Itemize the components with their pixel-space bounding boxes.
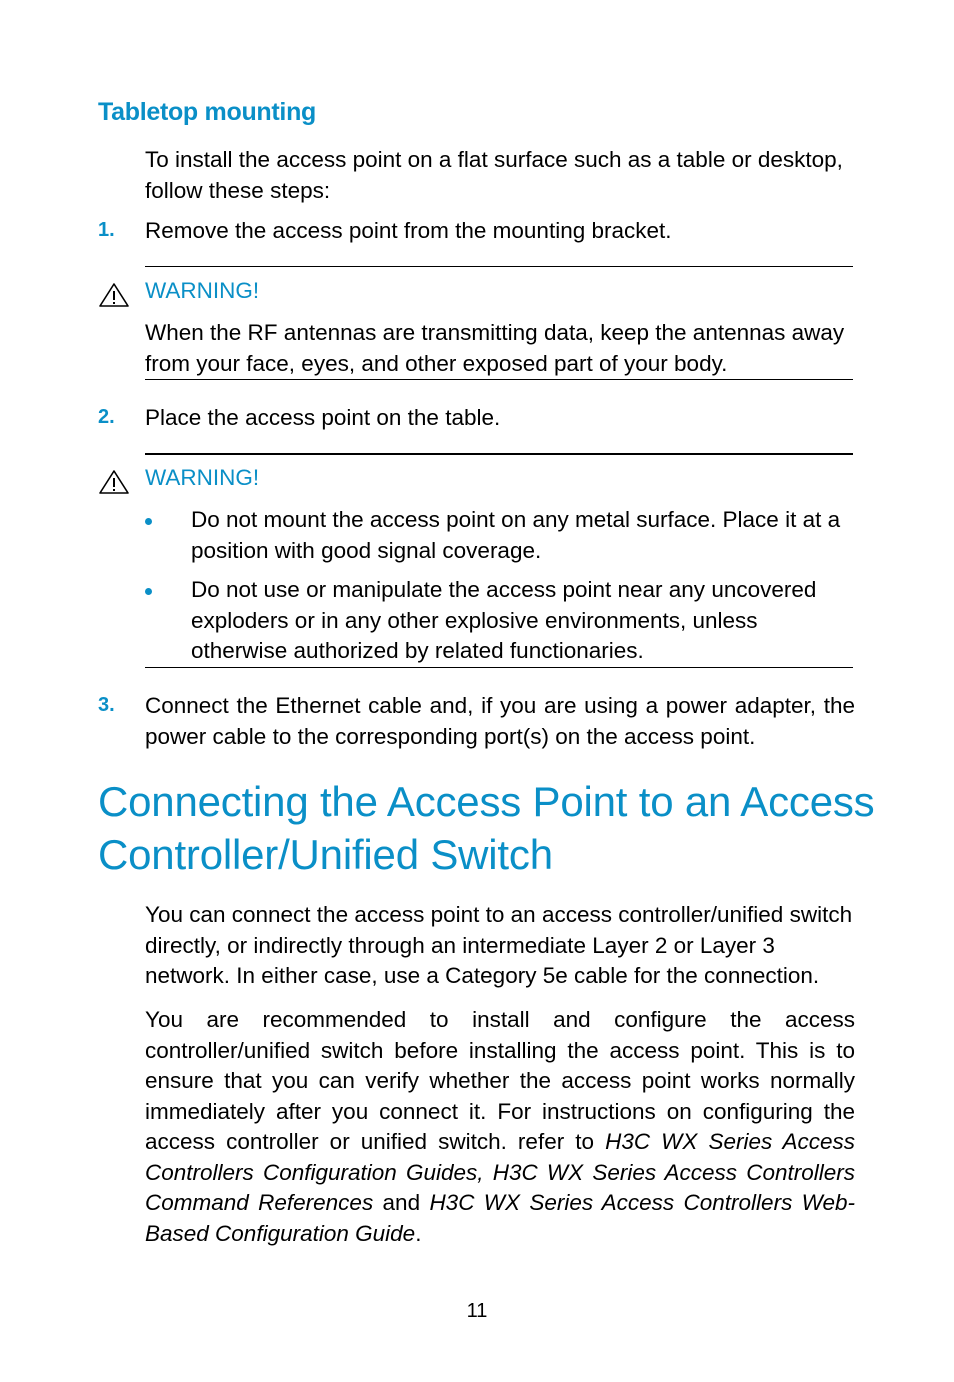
- warning-label: WARNING!: [145, 465, 260, 490]
- sentence-end: .: [415, 1220, 422, 1246]
- chapter-heading: Connecting the Access Point to an Access Controller/Unified Switch: [98, 778, 875, 878]
- conjunction: and: [373, 1190, 430, 1215]
- warning-text: When the RF antennas are transmitting data, keep the antennas away from your face, eyes, and other exposed part of your body.: [145, 320, 845, 376]
- step-number: 2.: [98, 406, 115, 428]
- warning-top-rule: [145, 453, 853, 455]
- bullet-dot-icon: [145, 588, 152, 595]
- warning-bullet-text: Do not mount the access point on any metal surface. Place it at a position with good signal coverage.: [191, 507, 841, 563]
- warning-triangle-icon: [98, 282, 130, 308]
- step-text: Remove the access point from the mounting bracket.: [145, 218, 672, 243]
- step-number: 3.: [98, 694, 115, 716]
- section-heading: Tabletop mounting: [98, 98, 317, 126]
- doc-reference-link: H3C WX Series Access Controllers Configuration Guides, H3C WX Series Access Controllers Command References: [145, 1129, 855, 1215]
- warning-bullet-text: Do not use or manipulate the access point near any uncovered exploders or in any other explosive environments, unless otherwise authorized by related functionaries.: [191, 577, 817, 663]
- step-number: 1.: [98, 219, 115, 241]
- step-text: Connect the Ethernet cable and, if you are using a power adapter, the power cable to the corresponding port(s) on the access point.: [145, 693, 855, 749]
- intro-paragraph: To install the access point on a flat surface such as a table or desktop, follow these steps:: [145, 147, 843, 203]
- warning-bottom-rule: [145, 667, 853, 668]
- doc-reference-link: H3C WX Series Access Controllers Web-Based Configuration Guide: [145, 1190, 856, 1246]
- warning-triangle-icon: [98, 469, 130, 495]
- warning-top-rule: [145, 266, 853, 267]
- chapter-paragraph-references: [145, 1005, 855, 1249]
- warning-label: WARNING!: [145, 278, 260, 303]
- page-number: 11: [466, 1300, 488, 1322]
- bullet-dot-icon: [145, 518, 152, 525]
- step-text: Place the access point on the table.: [145, 405, 501, 430]
- chapter-paragraph: You can connect the access point to an access controller/unified switch directly, or indirectly through an intermediate Layer 2 or Layer 3 network. In either case, use a Category 5e cable for the connection.: [145, 902, 853, 988]
- paragraph-lead: You are recommended to install and configure the access controller/unified switch before installing the access point. This is to ensure that you can verify whether the access point works normally immediately after you connect it. For instructions on configuring the access controller or unified switch. refer to: [145, 1007, 855, 1154]
- warning-bottom-rule: [145, 379, 853, 380]
